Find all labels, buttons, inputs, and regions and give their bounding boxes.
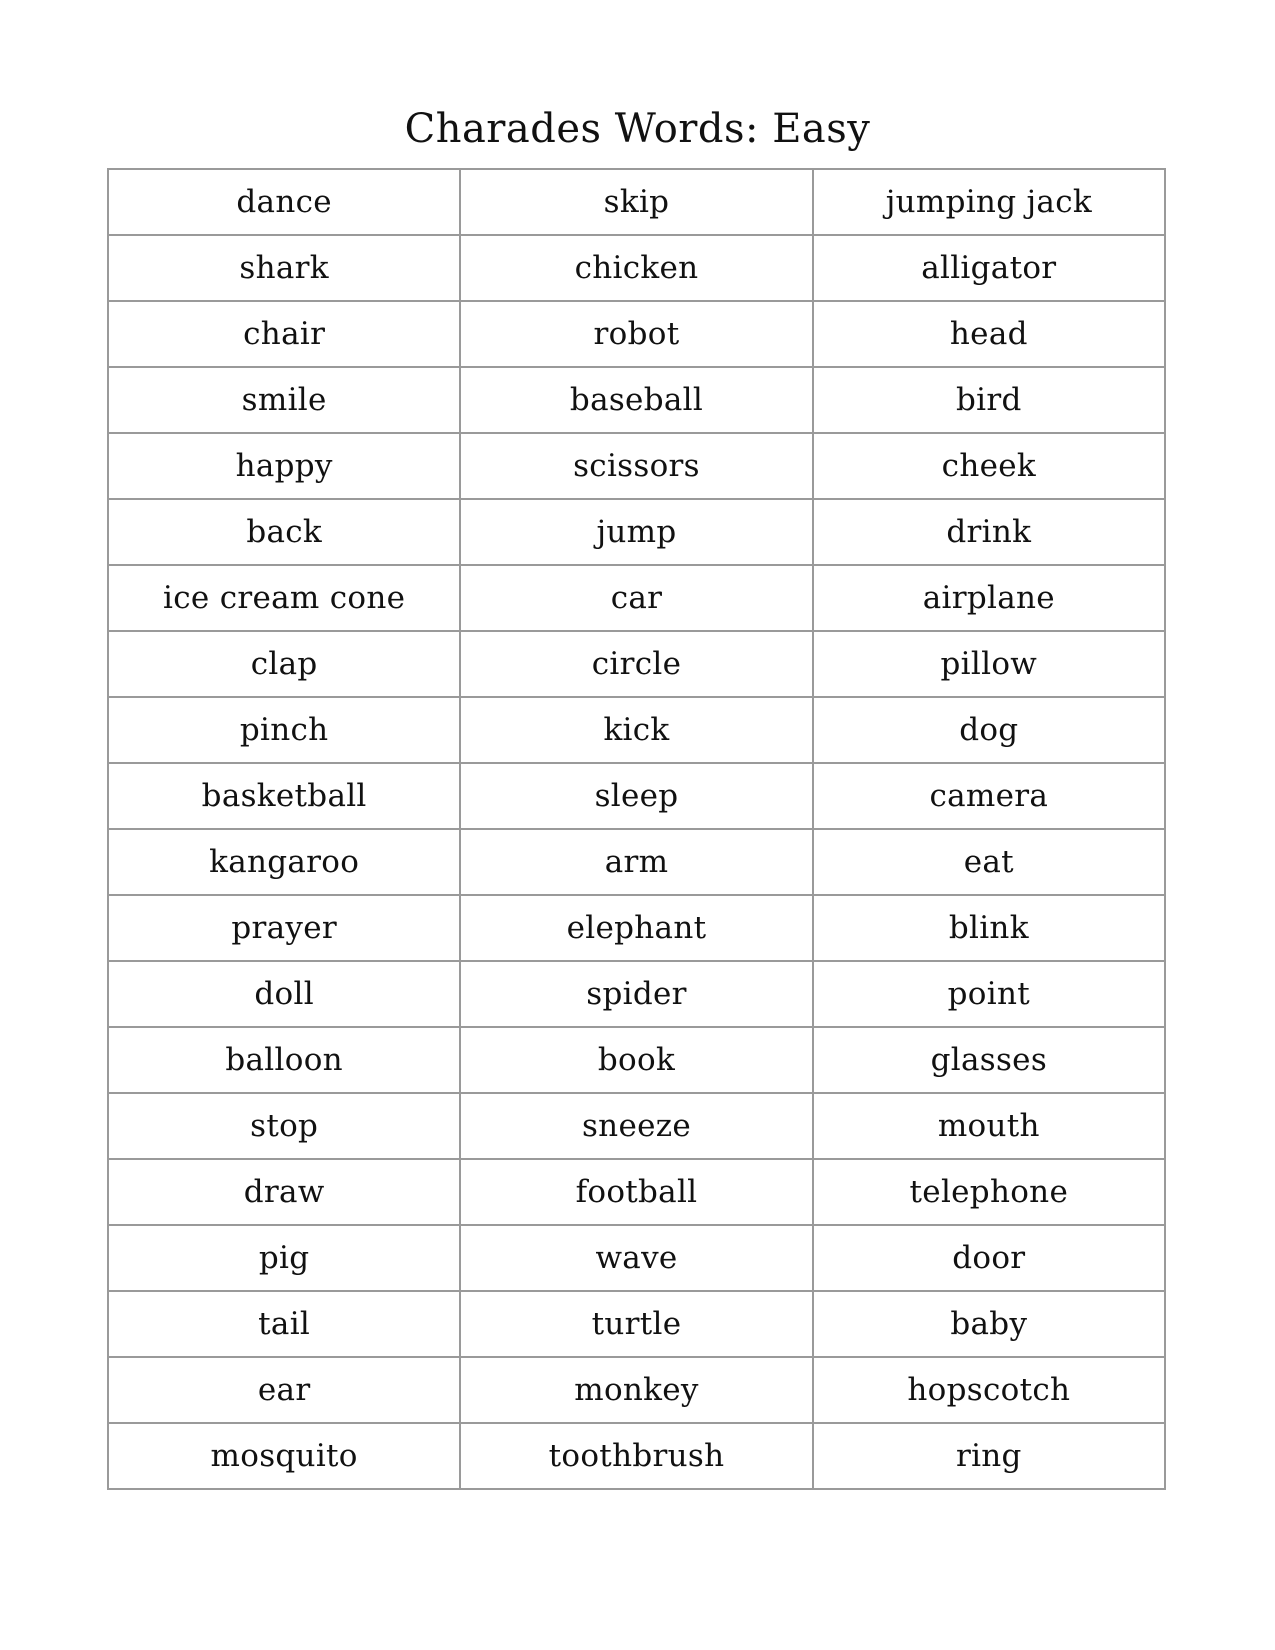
word-cell: prayer (108, 895, 460, 961)
word-cell: dog (813, 697, 1165, 763)
word-cell: skip (460, 169, 812, 235)
word-cell: kangaroo (108, 829, 460, 895)
word-cell: circle (460, 631, 812, 697)
word-cell: telephone (813, 1159, 1165, 1225)
word-cell: scissors (460, 433, 812, 499)
word-cell: balloon (108, 1027, 460, 1093)
table-row (108, 763, 1165, 829)
table-row (108, 1357, 1165, 1423)
word-cell: car (460, 565, 812, 631)
word-cell: clap (108, 631, 460, 697)
word-cell: baseball (460, 367, 812, 433)
table-row (108, 697, 1165, 763)
word-cell: spider (460, 961, 812, 1027)
word-cell: eat (813, 829, 1165, 895)
table-row (108, 961, 1165, 1027)
table-row (108, 367, 1165, 433)
word-cell: jump (460, 499, 812, 565)
table-row (108, 301, 1165, 367)
word-cell: ice cream cone (108, 565, 460, 631)
word-cell: chair (108, 301, 460, 367)
word-cell: tail (108, 1291, 460, 1357)
word-cell: happy (108, 433, 460, 499)
word-cell: jumping jack (813, 169, 1165, 235)
word-cell: drink (813, 499, 1165, 565)
word-cell: blink (813, 895, 1165, 961)
word-cell: alligator (813, 235, 1165, 301)
word-cell: dance (108, 169, 460, 235)
word-cell: ring (813, 1423, 1165, 1489)
word-cell: mosquito (108, 1423, 460, 1489)
table-row (108, 631, 1165, 697)
word-cell: ear (108, 1357, 460, 1423)
word-cell: football (460, 1159, 812, 1225)
word-cell: stop (108, 1093, 460, 1159)
word-cell: head (813, 301, 1165, 367)
word-cell: sneeze (460, 1093, 812, 1159)
word-cell: hopscotch (813, 1357, 1165, 1423)
table-row (108, 829, 1165, 895)
word-cell: point (813, 961, 1165, 1027)
word-cell: arm (460, 829, 812, 895)
word-cell: airplane (813, 565, 1165, 631)
word-cell: doll (108, 961, 460, 1027)
word-cell: pinch (108, 697, 460, 763)
table-row (108, 1423, 1165, 1489)
table-row (108, 235, 1165, 301)
table-row (108, 1093, 1165, 1159)
word-cell: bird (813, 367, 1165, 433)
word-cell: monkey (460, 1357, 812, 1423)
word-cell: camera (813, 763, 1165, 829)
word-cell: pig (108, 1225, 460, 1291)
table-row (108, 499, 1165, 565)
word-cell: back (108, 499, 460, 565)
word-cell: sleep (460, 763, 812, 829)
table-row (108, 1159, 1165, 1225)
word-cell: smile (108, 367, 460, 433)
word-cell: toothbrush (460, 1423, 812, 1489)
word-cell: baby (813, 1291, 1165, 1357)
word-cell: shark (108, 235, 460, 301)
word-cell: basketball (108, 763, 460, 829)
word-cell: wave (460, 1225, 812, 1291)
word-cell: pillow (813, 631, 1165, 697)
table-row (108, 1027, 1165, 1093)
table-row (108, 1291, 1165, 1357)
word-cell: cheek (813, 433, 1165, 499)
word-cell: turtle (460, 1291, 812, 1357)
word-cell: book (460, 1027, 812, 1093)
word-cell: glasses (813, 1027, 1165, 1093)
word-cell: chicken (460, 235, 812, 301)
word-cell: draw (108, 1159, 460, 1225)
word-cell: door (813, 1225, 1165, 1291)
charades-words-table (107, 168, 1166, 1490)
table-row (108, 565, 1165, 631)
table-body (108, 169, 1165, 1489)
table-row (108, 895, 1165, 961)
table-row (108, 433, 1165, 499)
word-cell: robot (460, 301, 812, 367)
table-row (108, 1225, 1165, 1291)
page-title: Charades Words: Easy (404, 105, 871, 152)
word-cell: mouth (813, 1093, 1165, 1159)
word-cell: kick (460, 697, 812, 763)
word-cell: elephant (460, 895, 812, 961)
table-row (108, 169, 1165, 235)
